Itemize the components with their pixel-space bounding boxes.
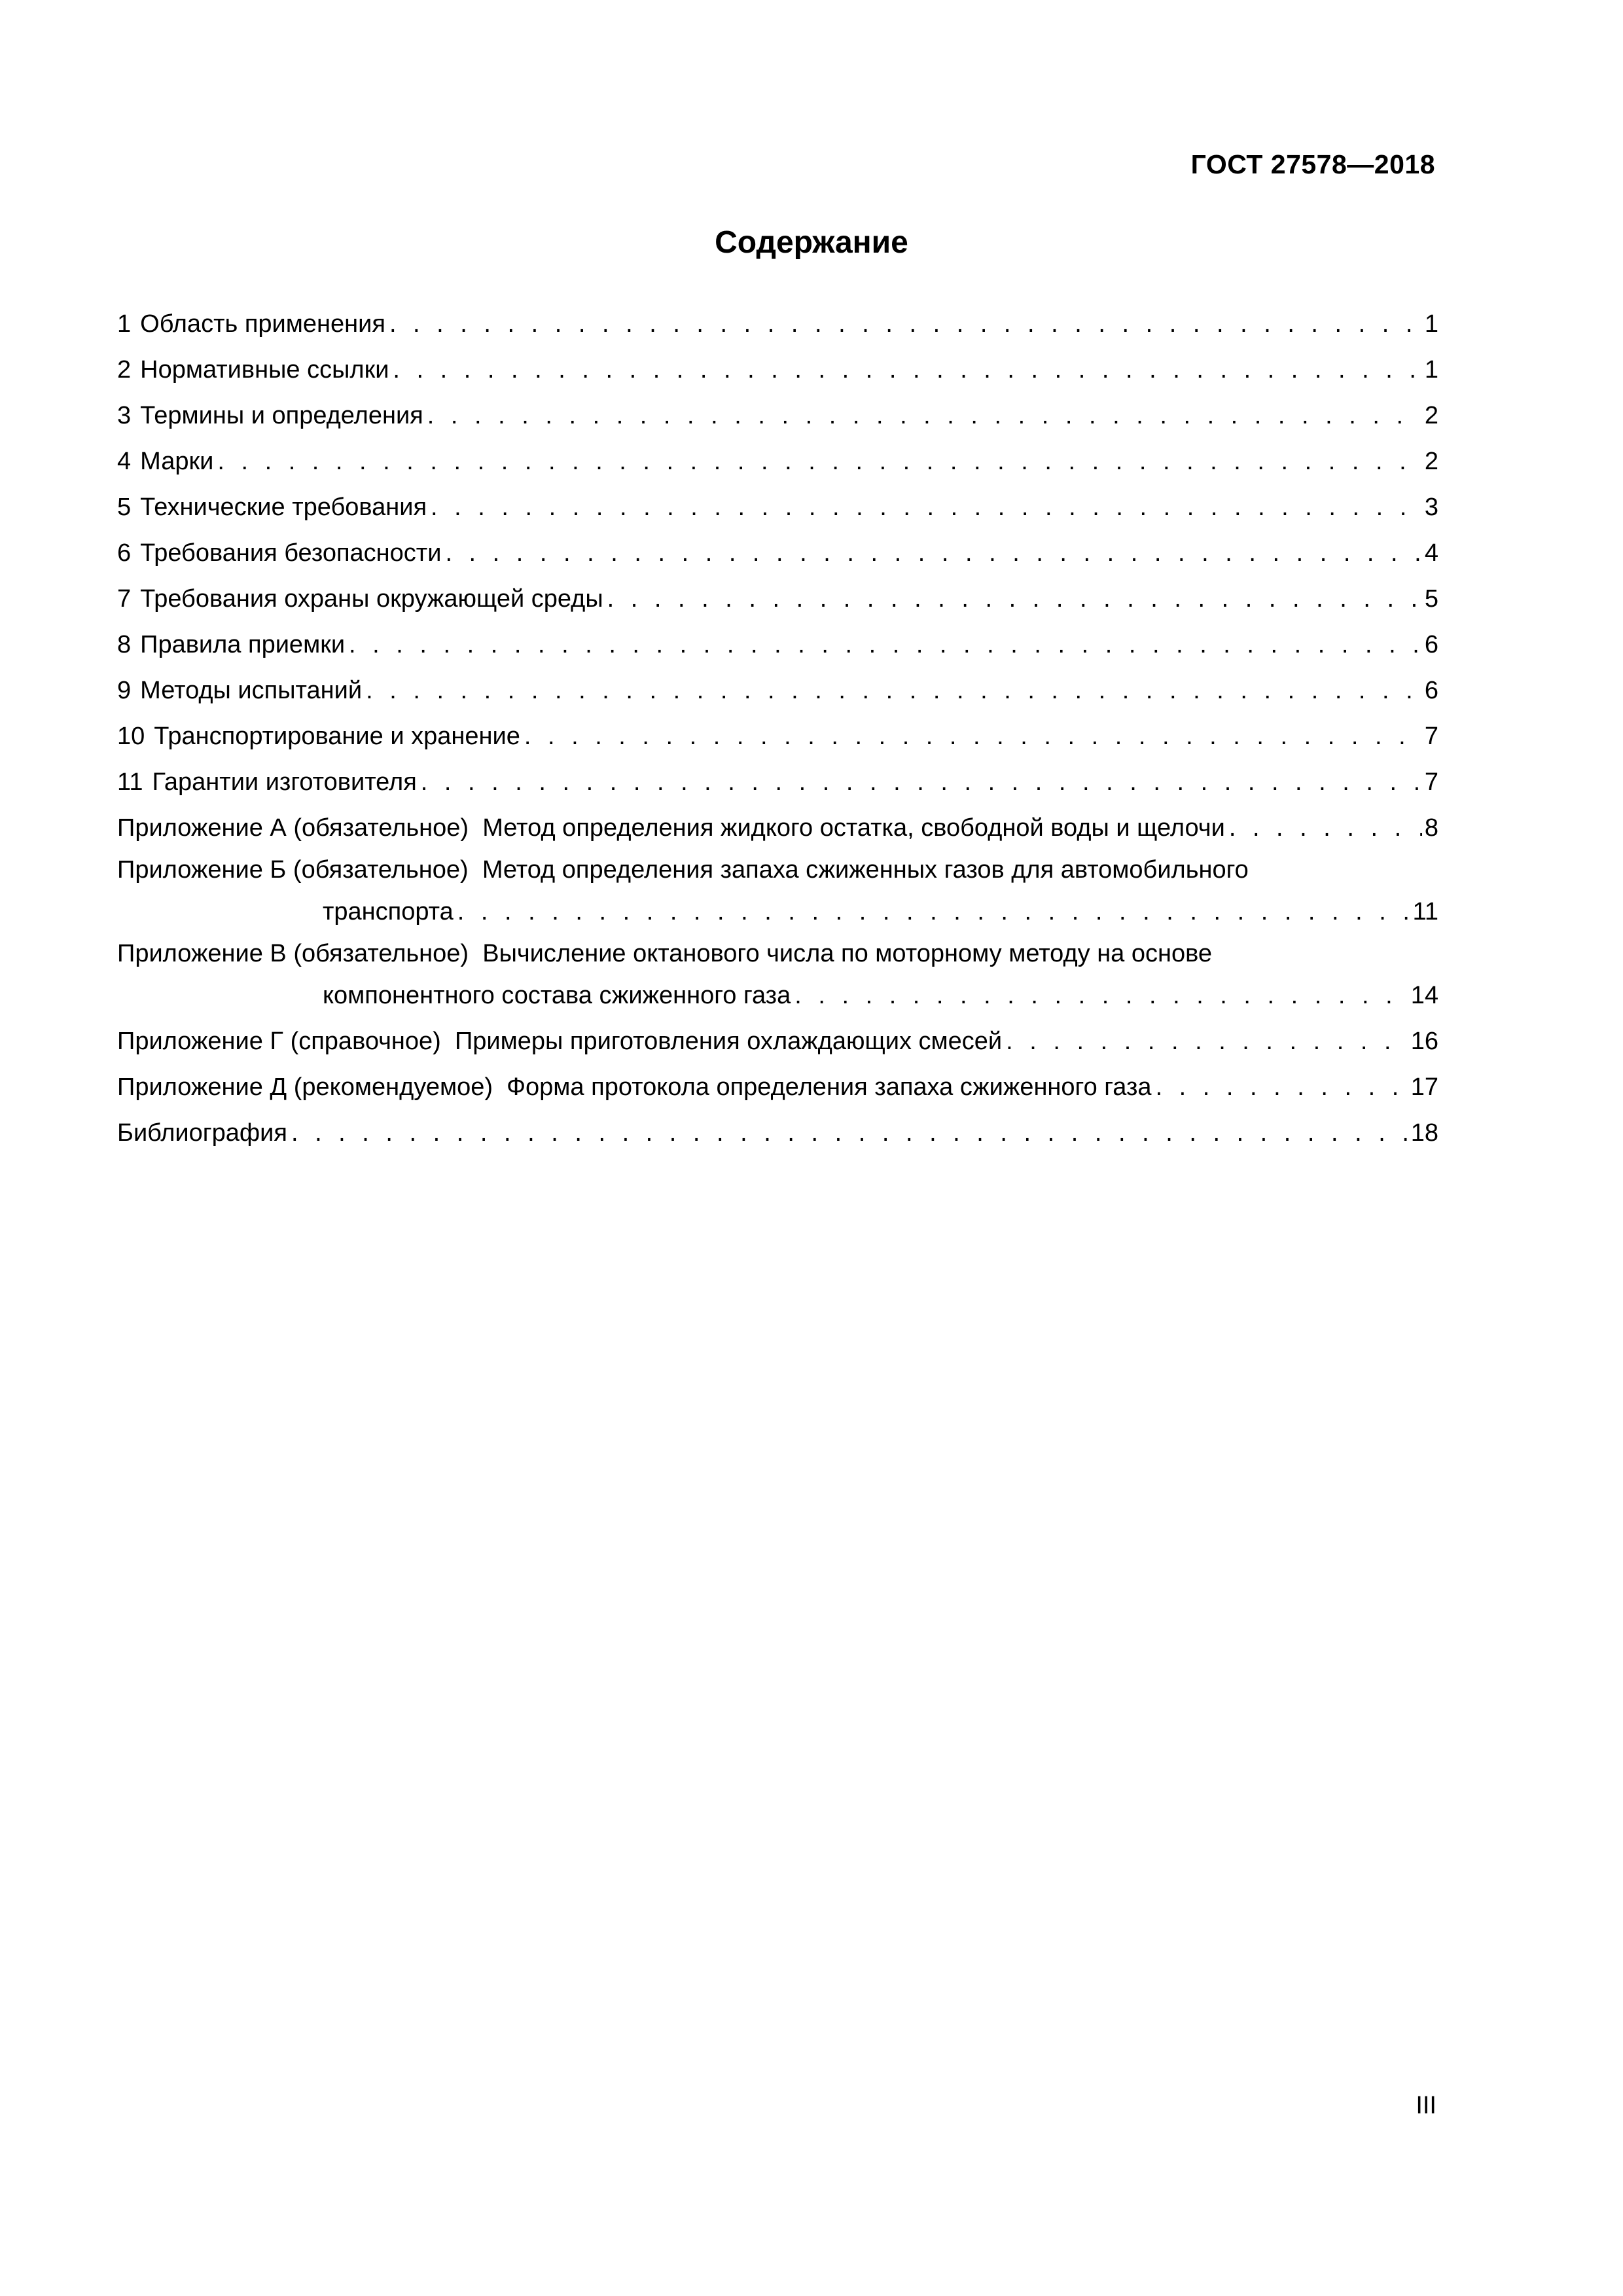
toc-entry-page: 11 xyxy=(1412,898,1438,925)
toc-entry-10[interactable] xyxy=(117,713,1438,759)
appendix-prefix: Приложение Б (обязательное) xyxy=(117,856,469,884)
toc-entry-number: 4 xyxy=(117,448,132,475)
toc-entry-page: 18 xyxy=(1410,1119,1438,1147)
toc-entry-label: Требования охраны окружающей среды xyxy=(140,585,603,613)
toc-appendix-g[interactable] xyxy=(117,1018,1438,1064)
toc-entry-number: 3 xyxy=(117,402,132,429)
toc-entry-number: 6 xyxy=(117,539,132,567)
dot-leader xyxy=(349,622,1422,668)
toc-entry-page: 5 xyxy=(1424,585,1438,613)
appendix-prefix: Приложение В (обязательное) xyxy=(117,940,469,967)
appendix-title: Форма протокола определения запаха сжиженного газа xyxy=(507,1073,1152,1101)
dot-leader xyxy=(445,530,1421,576)
toc-entry-label: Транспортирование и хранение xyxy=(154,723,520,750)
toc-entry-number: 7 xyxy=(117,585,132,613)
toc-entry-number: 8 xyxy=(117,631,132,658)
page-title: Содержание xyxy=(715,225,908,260)
toc-entry-1[interactable] xyxy=(117,301,1438,347)
toc-entry-3[interactable] xyxy=(117,393,1438,439)
toc-entry-number: 10 xyxy=(117,723,145,750)
toc-entry-label: Требования безопасности xyxy=(140,539,442,567)
dot-leader xyxy=(291,1110,1408,1156)
toc-entry-label: Область применения xyxy=(140,310,385,338)
toc-entry-page: 16 xyxy=(1410,1028,1438,1055)
page-number: III xyxy=(1416,2092,1436,2119)
toc-entry-number: 9 xyxy=(117,677,132,704)
toc-entry-label: Библиография xyxy=(117,1119,287,1147)
toc-entry-page: 8 xyxy=(1424,814,1438,842)
toc-entry-page: 14 xyxy=(1410,982,1438,1009)
dot-leader xyxy=(217,439,1422,484)
toc-entry-4[interactable] xyxy=(117,439,1438,484)
toc-appendix-b[interactable] xyxy=(117,851,1438,935)
toc-entry-7[interactable] xyxy=(117,576,1438,622)
toc-entry-page: 6 xyxy=(1424,631,1438,658)
toc-entry-page: 1 xyxy=(1424,356,1438,384)
toc-entry-page: 2 xyxy=(1424,402,1438,429)
dot-leader xyxy=(607,576,1422,622)
toc-entry-page: 7 xyxy=(1424,768,1438,796)
toc-entry-9[interactable] xyxy=(117,668,1438,713)
toc-entry-number: 5 xyxy=(117,493,132,521)
toc-entry-page: 6 xyxy=(1424,677,1438,704)
toc-entry-page: 7 xyxy=(1424,723,1438,750)
dot-leader xyxy=(366,668,1422,713)
dot-leader xyxy=(1229,805,1422,851)
toc-appendix-d[interactable] xyxy=(117,1064,1438,1110)
appendix-title: Примеры приготовления охлаждающих смесей xyxy=(454,1028,1003,1055)
appendix-title-continuation: транспорта xyxy=(323,898,454,925)
dot-leader xyxy=(524,713,1422,759)
dot-leader xyxy=(1156,1064,1408,1110)
toc-entry-2[interactable] xyxy=(117,347,1438,393)
appendix-title: Вычисление октанового числа по моторному методу на основе xyxy=(482,940,1213,967)
appendix-title: Метод определения жидкого остатка, свободной воды и щелочи xyxy=(482,814,1225,842)
toc-entry-number: 1 xyxy=(117,310,132,338)
toc-entry-label: Марки xyxy=(140,448,214,475)
dot-leader xyxy=(393,347,1421,393)
toc-entry-8[interactable] xyxy=(117,622,1438,668)
toc-entry-label: Методы испытаний xyxy=(140,677,363,704)
dot-leader xyxy=(431,484,1422,530)
toc-entry-label: Гарантии изготовителя xyxy=(152,768,417,796)
toc-entry-page: 3 xyxy=(1424,493,1438,521)
dot-leader xyxy=(421,759,1422,805)
toc-entry-5[interactable] xyxy=(117,484,1438,530)
dot-leader xyxy=(389,301,1422,347)
dot-leader xyxy=(457,889,1410,935)
toc-entry-6[interactable] xyxy=(117,530,1438,576)
toc-entry-number: 2 xyxy=(117,356,132,384)
toc-entry-page: 4 xyxy=(1424,539,1438,567)
dot-leader xyxy=(794,973,1408,1018)
appendix-title-continuation: компонентного состава сжиженного газа xyxy=(323,982,791,1009)
toc-entry-label: Нормативные ссылки xyxy=(140,356,389,384)
toc-entry-11[interactable] xyxy=(117,759,1438,805)
appendix-prefix: Приложение А (обязательное) xyxy=(117,814,469,842)
toc-entry-label: Правила приемки xyxy=(140,631,346,658)
table-of-contents xyxy=(117,301,1438,1156)
dot-leader xyxy=(1006,1018,1408,1064)
dot-leader xyxy=(427,393,1422,439)
appendix-prefix: Приложение Г (справочное) xyxy=(117,1028,441,1055)
toc-entry-page: 2 xyxy=(1424,448,1438,475)
toc-entry-label: Технические требования xyxy=(140,493,427,521)
toc-entry-label: Термины и определения xyxy=(140,402,423,429)
toc-bibliography[interactable] xyxy=(117,1110,1438,1156)
toc-appendix-v[interactable] xyxy=(117,935,1438,1018)
toc-entry-page: 17 xyxy=(1410,1073,1438,1101)
appendix-title: Метод определения запаха сжиженных газов для автомобильного xyxy=(482,856,1249,884)
appendix-prefix: Приложение Д (рекомендуемое) xyxy=(117,1073,493,1101)
toc-entry-number: 11 xyxy=(117,768,143,796)
toc-appendix-a[interactable] xyxy=(117,805,1438,851)
document-code: ГОСТ 27578—2018 xyxy=(1190,149,1435,179)
toc-entry-page: 1 xyxy=(1424,310,1438,338)
